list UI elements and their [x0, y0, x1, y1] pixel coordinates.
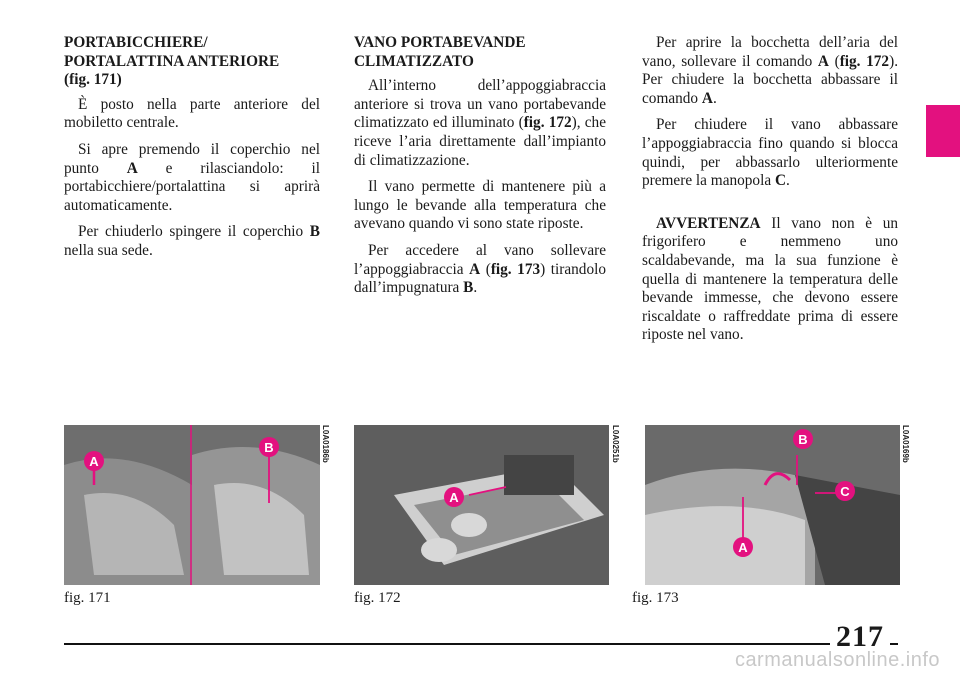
paragraph	[64, 141, 320, 215]
label-b: B	[264, 440, 274, 455]
figure-code: L0A0169b	[901, 425, 910, 463]
text: ) tirandolo dall’impugnatura	[354, 260, 606, 297]
label-a: A	[89, 454, 99, 469]
bold-ref: B	[463, 279, 474, 297]
label-a: A	[449, 490, 459, 505]
bold-ref: A	[126, 159, 138, 177]
text: È posto nella parte anteriore del mobiletto centrale.	[64, 95, 320, 132]
bold-ref: B	[309, 223, 320, 241]
text: Per chiuderlo spingere il coperchio	[78, 223, 310, 241]
text: (	[828, 52, 840, 70]
figure-172-image	[354, 425, 609, 585]
section-color-tab	[926, 105, 960, 157]
heading-figure-ref: (fig. 171)	[64, 71, 122, 89]
bold-ref: fig. 172	[523, 114, 572, 132]
bold-ref: C	[774, 172, 786, 190]
text: Si apre premendo il coperchio nel punto	[64, 140, 320, 177]
paragraph	[64, 223, 320, 260]
label-b: B	[798, 432, 808, 447]
text: .	[712, 89, 717, 107]
section-heading-climatized-compartment	[354, 34, 606, 71]
paragraph	[64, 96, 320, 133]
paragraph	[642, 116, 898, 190]
column-2	[354, 34, 606, 306]
figure-caption: fig. 173	[632, 590, 679, 606]
section-heading-cupholder	[64, 34, 320, 90]
heading-line: CLIMATIZZATO	[354, 52, 474, 70]
figure-171-image	[64, 425, 320, 585]
bold-ref: fig. 173	[490, 260, 541, 278]
text: e rilasciandolo: il portabicchiere/portalattina si aprirà automaticamente.	[64, 159, 320, 214]
label-c: C	[840, 484, 850, 499]
heading-line: VANO PORTABEVANDE	[354, 34, 526, 51]
bold-ref: A	[817, 52, 829, 70]
label-a: A	[738, 540, 748, 555]
figure-code: L0A0186b	[321, 425, 330, 463]
figure-caption: fig. 171	[64, 590, 111, 606]
figure-caption: fig. 172	[354, 590, 401, 606]
column-1	[64, 34, 320, 269]
text: Il vano non è un frigorifero e nemmeno uno scaldabevande, ma la sua funzione è quella di mantenere la temperatura delle bevande immesse, che devono essere riscaldate o raffreddate prima di essere riposte nel vano.	[642, 214, 898, 344]
figure-172-illustration	[354, 425, 609, 585]
text: (	[480, 260, 491, 278]
text: All’interno dell’appoggiabraccia anteriore si trova un vano portabevande climatizzato ed illuminato (	[354, 77, 606, 132]
warning-paragraph	[642, 215, 898, 345]
text: Per accedere al vano sollevare l’appoggiabraccia	[354, 241, 606, 278]
column-3	[642, 34, 898, 353]
watermark: carmanualsonline.info	[734, 649, 940, 671]
figure-173-image	[645, 425, 900, 585]
text: ), che riceve l’aria direttamente dall’impianto di climatizzazione.	[354, 114, 606, 169]
figure-code: L0A0251b	[611, 425, 620, 463]
figure-173-illustration	[645, 425, 900, 585]
paragraph	[354, 77, 606, 170]
page-number: 217	[830, 617, 890, 657]
bold-ref: fig. 172	[839, 52, 890, 70]
heading-line: PORTALATTINA ANTERIORE	[64, 52, 280, 70]
text: nella sua sede.	[64, 241, 153, 259]
text: Per chiudere il vano abbassare l’appoggiabraccia fino quando si blocca quindi, per abbassarlo ulteriormente premere la manopola	[642, 116, 898, 190]
paragraph	[642, 34, 898, 108]
bold-ref: A	[701, 89, 713, 107]
paragraph	[354, 178, 606, 234]
figure-171-illustration	[64, 425, 320, 585]
text: ). Per chiudere la bocchetta abbassare il comando	[642, 52, 899, 107]
bold-ref: A	[469, 260, 481, 278]
warning-label: AVVERTENZA	[656, 214, 761, 232]
paragraph	[354, 242, 606, 298]
text: .	[473, 279, 478, 297]
text: .	[786, 172, 790, 190]
text: Per aprire la bocchetta dell’aria del vano, sollevare il comando	[642, 34, 898, 70]
text: Il vano permette di mantenere più a lungo le bevande alla temperatura che avevano quando vi sono state riposte.	[354, 178, 606, 233]
heading-line: PORTABICCHIERE/	[64, 34, 208, 51]
footer-rule	[64, 643, 898, 645]
